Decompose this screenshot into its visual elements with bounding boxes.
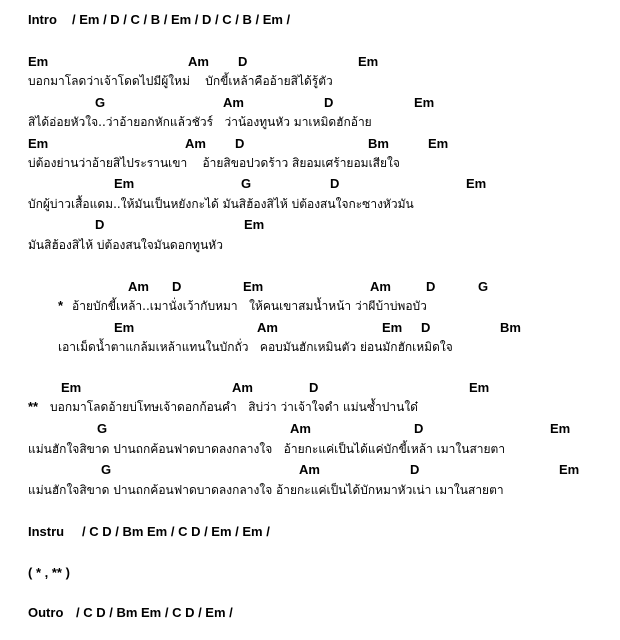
chord: Am — [185, 136, 206, 151]
verse-lyric-line-2 — [0, 114, 620, 134]
chord: Bm — [500, 320, 521, 335]
outro-label: Outro — [28, 605, 64, 620]
chorus1-lyric-line-2 — [0, 339, 620, 359]
chord: D — [330, 176, 340, 191]
chord: Em — [28, 136, 49, 151]
instru-progression: / C D / Bm Em / C D / Em / Em / — [82, 524, 270, 539]
chord: D — [235, 136, 245, 151]
chorus1-chord-line-2 — [0, 320, 620, 340]
chord: Em — [61, 380, 82, 395]
chord: Am — [370, 279, 391, 294]
chord: Am — [223, 95, 244, 110]
lyric: บอกมาโลดว่าเจ้าโดดไปมีผู้ใหม่ บักขี้เหล้าคืออ้ายสิได้รู้ตัว — [28, 74, 333, 88]
verse-lyric-line-3 — [0, 155, 620, 175]
chord: D — [414, 421, 424, 436]
chord: Bm — [368, 136, 389, 151]
lyric: บอกมาโลดอ้ายบ่โทษเจ้าดอกก้อนคำ สิบ่ว่า ว่าเจ้าใจดำ แม่นซ้ำปานใด๋ — [50, 400, 418, 414]
chord: Em — [244, 217, 265, 232]
chord: D — [95, 217, 105, 232]
chord: G — [478, 279, 489, 294]
verse-lyric-line-4 — [0, 196, 620, 216]
chord: D — [410, 462, 420, 477]
section-marker: * — [58, 298, 64, 313]
chorus1-lyric-line-1 — [0, 298, 620, 318]
chord: Em — [469, 380, 490, 395]
chord: D — [238, 54, 248, 69]
chord: Em — [358, 54, 379, 69]
lyric: บ่ต้องย่านว่าอ้ายสิไประรานเขา อ้ายสิขอปวดร้าว สิยอมเศร้ายอมเสียใจ — [28, 156, 400, 170]
instru-label: Instru — [28, 524, 65, 539]
lyric: อ้ายบักขี้เหล้า..เมานั่งเว้ากับหมา ให้คนเขาสมน้ำหน้า ว่าผีบ้าบ่พอบัว — [72, 299, 427, 313]
chord: Em — [28, 54, 49, 69]
chorus2-chord-line-3 — [0, 462, 620, 482]
chorus2-chord-line-1 — [0, 380, 620, 400]
chord: Em — [114, 176, 135, 191]
outro-progression: / C D / Bm Em / C D / Em / — [76, 605, 233, 620]
chorus2-chord-line-2 — [0, 421, 620, 441]
chord: Em — [243, 279, 264, 294]
chord: G — [241, 176, 252, 191]
verse-chord-line-1 — [0, 54, 620, 74]
chord: G — [101, 462, 112, 477]
lyric: สิได้อ่อยหัวใจ..ว่าอ้ายอกหักแล้วชัวร์ ว่าน้องทูนหัว มาเหมิดฮักอ้าย — [28, 115, 372, 129]
chord: Am — [232, 380, 253, 395]
repeat-line — [0, 565, 620, 585]
instru-line — [0, 524, 620, 544]
verse-chord-line-2 — [0, 95, 620, 115]
verse-chord-line-3 — [0, 136, 620, 156]
verse-lyric-line-5 — [0, 237, 620, 257]
outro-line — [0, 605, 620, 625]
chord: Em — [114, 320, 135, 335]
lyric: บักผู้บ่าวเสื้อแดม..ให้มันเป็นหยังกะได้ มันสิฮ้องสิไห้ บ่ต้องสนใจกะซางหัวมัน — [28, 197, 414, 211]
chord: Am — [290, 421, 311, 436]
chord: D — [172, 279, 182, 294]
lyric: มันสิฮ้องสิไห้ บ่ต้องสนใจมันดอกทูนหัว — [28, 238, 223, 252]
chord: D — [421, 320, 431, 335]
chorus2-lyric-line-1 — [0, 399, 620, 419]
chord: D — [309, 380, 319, 395]
chord: Em — [428, 136, 449, 151]
lyric: แม่นฮักใจสิขาด ปานถกค้อนฟาดบาดลงกลางใจ อ้ายกะแค่เป็นได้แค่บักขี้เหล้า เมาในสายตา — [28, 442, 506, 456]
chord: Em — [559, 462, 580, 477]
section-marker: ** — [28, 399, 39, 414]
chord: Em — [466, 176, 487, 191]
intro-line — [0, 12, 620, 32]
lyric: แม่นฮักใจสิขาด ปานถกค้อนฟาดบาดลงกลางใจ อ้ายกะแค่เป็นได้บักหมาหัวเน่า เมาในสายตา — [28, 483, 504, 497]
chord: Am — [257, 320, 278, 335]
verse-chord-line-4 — [0, 176, 620, 196]
chord: D — [324, 95, 334, 110]
chorus2-lyric-line-3 — [0, 482, 620, 502]
verse-chord-line-5 — [0, 217, 620, 237]
chord: D — [426, 279, 436, 294]
chord: Am — [299, 462, 320, 477]
intro-progression: / Em / D / C / B / Em / D / C / B / Em / — [72, 12, 291, 27]
chord: Am — [188, 54, 209, 69]
chord: Em — [382, 320, 403, 335]
verse-lyric-line-1 — [0, 73, 620, 93]
chord: Am — [128, 279, 149, 294]
chord: G — [95, 95, 106, 110]
chorus2-lyric-line-2 — [0, 441, 620, 461]
lyric: เอาเม็ดน้ำตาแกล้มเหล้าแทนในบักถั่ว คอบมันฮักเหมินตัว ย่อนมักฮักเหมิดใจ — [58, 340, 453, 354]
intro-label: Intro — [28, 12, 57, 27]
chord: G — [97, 421, 108, 436]
chord: Em — [550, 421, 571, 436]
chorus1-chord-line-1 — [0, 279, 620, 299]
chord: Em — [414, 95, 435, 110]
repeat-instruction: ( * , ** ) — [28, 565, 70, 580]
